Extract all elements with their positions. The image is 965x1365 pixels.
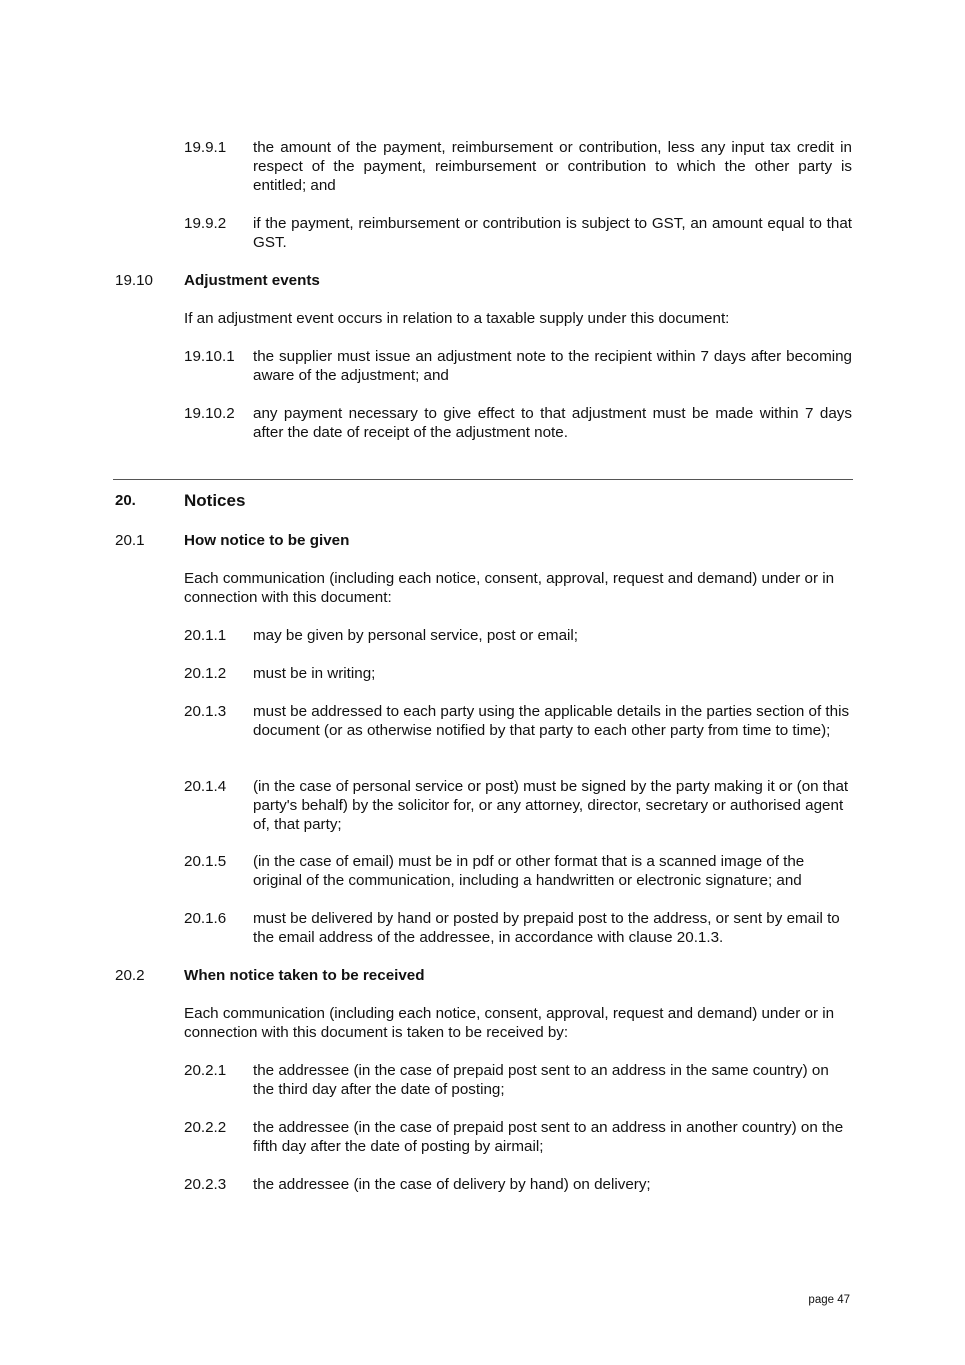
section-heading-20 [115,490,245,512]
page-number: page 47 [808,1294,850,1306]
clause-number: 20.1.5 [184,853,227,870]
clause-text: the addressee (in the case of prepaid post sent to an address in the same country) on the third day after the date of posting; [253,1062,829,1098]
clause-item-20-2-1 [184,1061,852,1099]
clause-number: 20.1.4 [184,778,227,795]
clause-text: the addressee (in the case of delivery by hand) on delivery; [253,1176,651,1193]
clause-number: 20.1.6 [184,910,227,927]
clause-number: 20.2.3 [184,1176,227,1193]
clause-heading-title: When notice taken to be received [184,967,425,984]
clause-text: (in the case of personal service or post) must be signed by the party making it or (on that party's behalf) by the solicitor for, or any attorney, director, secretary or authorised agent of, that party; [253,778,849,833]
clause-heading-number: 19.10 [115,272,154,289]
section-number: 20. [115,492,136,509]
clause-item-20-1-5 [184,852,852,890]
clause-number: 20.2.2 [184,1119,227,1136]
clause-item-20-1-6 [184,909,852,947]
section-title: Notices [184,491,246,510]
clause-heading-20-1 [115,531,855,550]
clause-item-19-10-1 [184,347,852,385]
clause-item-20-2-2 [184,1118,852,1156]
clause-text: the amount of the payment, reimbursement or contribution, less any input tax credit in respect of the payment, reimbursement or contribution to which the other party is entitled; and [253,139,852,194]
clause-heading-title: Adjustment events [184,272,320,289]
clause-text: the supplier must issue an adjustment note to the recipient within 7 days after becoming aware of the adjustment; and [253,348,852,384]
clause-text: must be addressed to each party using the applicable details in the parties section of this document (or as otherwise notified by that party to each other party from time to time); [253,703,850,739]
clause-number: 20.1.3 [184,703,227,720]
clause-item-20-1-1 [184,626,852,645]
clause-item-20-2-3 [184,1175,852,1194]
clause-number: 20.1.1 [184,627,227,644]
clause-text: if the payment, reimbursement or contribution is subject to GST, an amount equal to that GST. [253,215,852,251]
clause-item-20-1-3 [184,702,852,740]
clause-heading-19-10 [115,271,855,290]
clause-text: must be in writing; [253,665,376,682]
clause-text: (in the case of email) must be in pdf or other format that is a scanned image of the original of the communication, including a handwritten or electronic signature; and [253,853,805,889]
clause-number: 19.9.1 [184,139,227,156]
clause-heading-title: How notice to be given [184,532,350,549]
clause-intro-20-1: Each communication (including each notice, consent, approval, request and demand) under or in connection with this document: [184,570,835,606]
clause-heading-20-2 [115,966,855,985]
clause-item-19-10-2 [184,404,852,442]
clause-text: the addressee (in the case of prepaid post sent to an address in another country) on the fifth day after the date of posting by airmail; [253,1119,844,1155]
clause-heading-number: 20.2 [115,967,145,984]
section-divider [113,479,853,480]
clause-number: 19.10.1 [184,348,235,365]
clause-intro-19-10: If an adjustment event occurs in relation to a taxable supply under this document: [184,310,730,327]
clause-text: must be delivered by hand or posted by prepaid post to the address, or sent by email to the email address of the addressee, in accordance with clause 20.1.3. [253,910,840,946]
clause-number: 20.1.2 [184,665,227,682]
clause-number: 19.10.2 [184,405,235,422]
clause-text: any payment necessary to give effect to that adjustment must be made within 7 days after the date of receipt of the adjustment note. [253,405,852,441]
clause-number: 20.2.1 [184,1062,227,1079]
clause-item-19-9-1 [184,138,852,195]
clause-heading-number: 20.1 [115,532,145,549]
clause-text: may be given by personal service, post or email; [253,627,578,644]
clause-intro-20-2: Each communication (including each notice, consent, approval, request and demand) under or in connection with this document is taken to be received by: [184,1005,835,1041]
clause-item-19-9-2 [184,214,852,252]
clause-number: 19.9.2 [184,215,227,232]
clause-item-20-1-2 [184,664,852,683]
clause-item-20-1-4 [184,777,852,834]
